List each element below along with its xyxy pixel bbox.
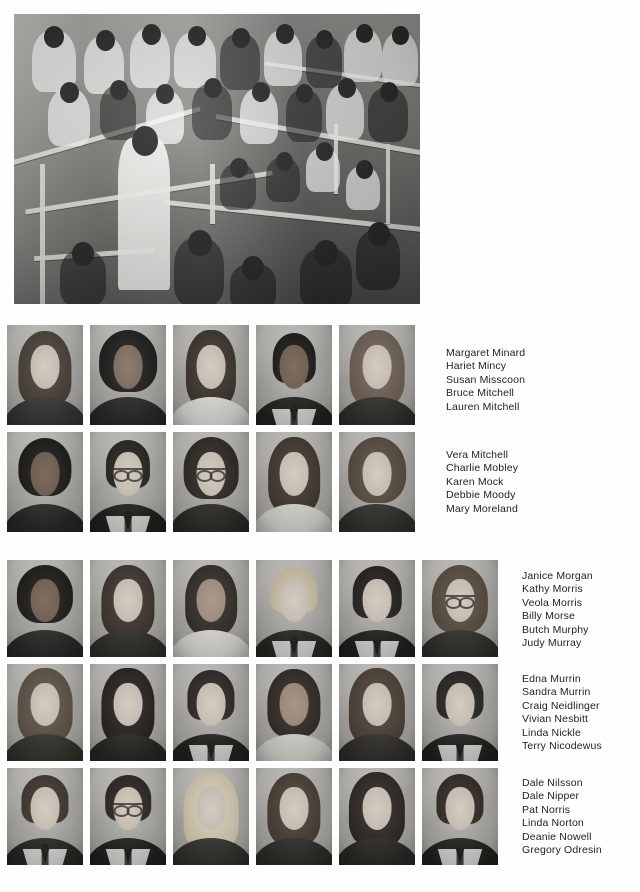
caption-line: Charlie Mobley bbox=[446, 462, 519, 475]
portrait-row bbox=[7, 432, 415, 532]
caption-line: Billy Morse bbox=[522, 610, 575, 623]
caption-line: Sandra Murrin bbox=[522, 686, 591, 699]
portrait-vivian-nesbitt bbox=[256, 664, 332, 761]
portrait-butch-murphy bbox=[339, 560, 415, 657]
caption-line: Butch Murphy bbox=[522, 623, 589, 636]
caption-line: Hariet Mincy bbox=[446, 360, 507, 373]
portrait-mary-moreland bbox=[339, 432, 415, 532]
portrait-gregory-odresin bbox=[422, 768, 498, 865]
caption-line: Linda Norton bbox=[522, 817, 584, 830]
caption-line: Deanie Nowell bbox=[522, 830, 592, 843]
portrait-pat-norris bbox=[173, 768, 249, 865]
portrait-block-2 bbox=[7, 560, 498, 865]
caption-line: Karen Mock bbox=[446, 475, 504, 488]
caption-line: Dale Nilsson bbox=[522, 777, 583, 789]
portrait-dale-nipper bbox=[90, 768, 166, 865]
portrait-row bbox=[7, 560, 498, 657]
caption-list-1 bbox=[446, 347, 525, 414]
caption-line: Dale Nipper bbox=[522, 790, 580, 803]
portrait-deanie-nowell bbox=[339, 768, 415, 865]
portrait-linda-nickle bbox=[339, 664, 415, 761]
portrait-billy-morse bbox=[256, 560, 332, 657]
caption-list-5 bbox=[522, 777, 602, 857]
portrait-block-1 bbox=[7, 325, 415, 532]
caption-line: Judy Murray bbox=[522, 637, 582, 650]
portrait-kathy-morris bbox=[90, 560, 166, 657]
caption-line: Veola Morris bbox=[522, 596, 583, 609]
portrait-row bbox=[7, 768, 498, 865]
caption-line: Bruce Mitchell bbox=[446, 387, 515, 400]
portrait-linda-norton bbox=[256, 768, 332, 865]
caption-line: Vera Mitchell bbox=[446, 449, 509, 461]
portrait-veola-morris bbox=[173, 560, 249, 657]
photo-vignette bbox=[14, 14, 420, 304]
portrait-edna-murrin bbox=[7, 664, 83, 761]
caption-line: Vivian Nesbitt bbox=[522, 713, 589, 726]
caption-line: Debbie Moody bbox=[446, 489, 516, 502]
caption-list-3 bbox=[522, 570, 593, 650]
portrait-dale-nilsson bbox=[7, 768, 83, 865]
caption-line: Susan Misscoon bbox=[446, 373, 526, 386]
portrait-judy-murray bbox=[422, 560, 498, 657]
portrait-vera-mitchell bbox=[7, 432, 83, 532]
caption-line: Mary Moreland bbox=[446, 502, 518, 515]
portrait-karen-mock bbox=[173, 432, 249, 532]
portrait-terry-nicodewus bbox=[422, 664, 498, 761]
portrait-bruce-mitchell bbox=[256, 325, 332, 425]
portrait-charlie-mobley bbox=[90, 432, 166, 532]
caption-line: Margaret Minard bbox=[446, 347, 526, 359]
caption-line: Terry Nicodewus bbox=[522, 740, 602, 753]
crowd-bleachers-photo bbox=[14, 14, 420, 304]
portrait-sandra-murrin bbox=[90, 664, 166, 761]
portrait-debbie-moody bbox=[256, 432, 332, 532]
portrait-janice-morgan bbox=[7, 560, 83, 657]
portrait-lauren-mitchell bbox=[339, 325, 415, 425]
portrait-row bbox=[7, 325, 415, 425]
caption-line: Craig Neidlinger bbox=[522, 699, 600, 712]
portrait-craig-neidlinger bbox=[173, 664, 249, 761]
caption-list-2 bbox=[446, 449, 518, 516]
caption-line: Edna Murrin bbox=[522, 673, 581, 685]
portrait-row bbox=[7, 664, 498, 761]
portrait-susan-misscoon bbox=[173, 325, 249, 425]
caption-line: Gregory Odresin bbox=[522, 844, 602, 857]
caption-line: Kathy Morris bbox=[522, 583, 583, 596]
caption-line: Linda Nickle bbox=[522, 726, 581, 739]
caption-line: Janice Morgan bbox=[522, 570, 593, 582]
caption-line: Lauren Mitchell bbox=[446, 400, 520, 413]
caption-line: Pat Norris bbox=[522, 803, 571, 816]
portrait-margaret-minard bbox=[7, 325, 83, 425]
caption-list-4 bbox=[522, 673, 602, 753]
portrait-hariet-mincy bbox=[90, 325, 166, 425]
